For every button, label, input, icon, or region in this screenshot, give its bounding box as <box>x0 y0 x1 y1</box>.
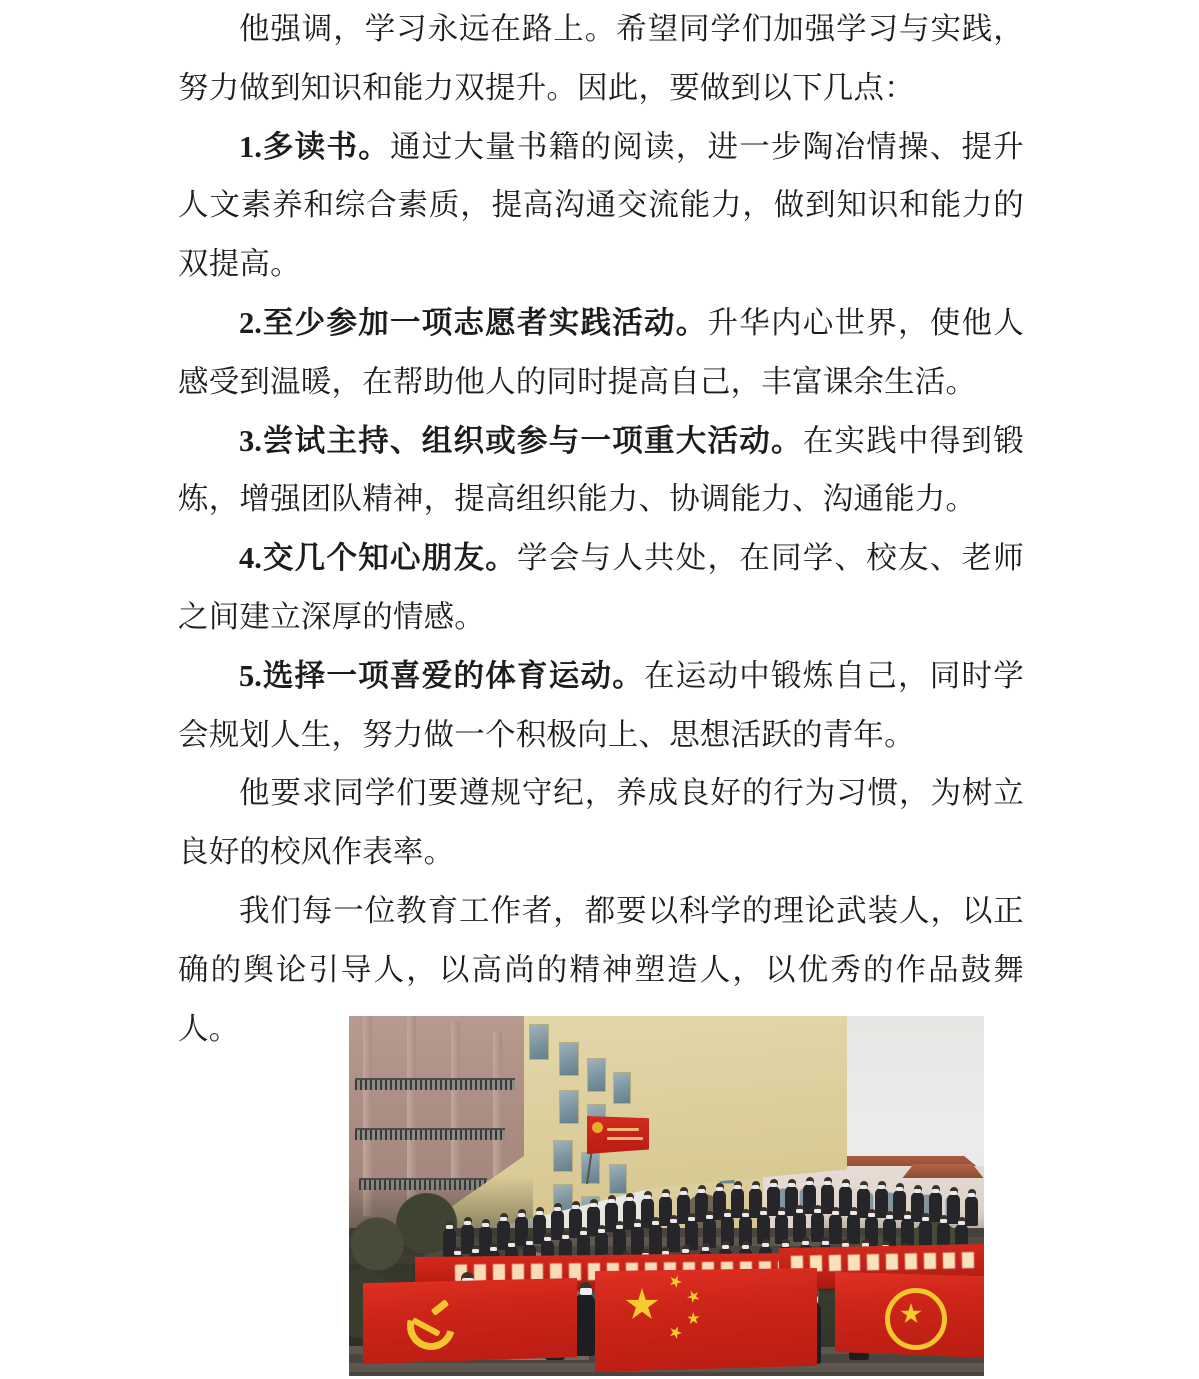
item-lead-5: 选择一项喜爱的体育运动。 <box>261 658 644 693</box>
paragraph-item-1 <box>178 118 1024 294</box>
star-small-icon <box>667 1273 684 1290</box>
paragraph-item-2 <box>178 294 1024 412</box>
star-small-icon <box>685 1310 702 1327</box>
star-large-icon <box>625 1288 659 1322</box>
party-flag <box>363 1278 577 1364</box>
small-red-flag <box>587 1116 649 1154</box>
star-small-icon <box>667 1324 684 1341</box>
item-body-5: 在运动中锻炼自己，同时学会规划人生，努力做一个积极向上、思想活跃的青年。 <box>178 658 1025 752</box>
paragraph-discipline: 他要求同学们要遵规守纪，养成良好的行为习惯，为树立良好的校风作表率。 <box>178 776 1024 870</box>
window <box>587 1058 606 1092</box>
item-number-2: 2. <box>239 305 262 340</box>
item-number-5: 5. <box>239 658 262 693</box>
banner-text <box>791 1252 974 1272</box>
balcony-railing <box>355 1128 505 1140</box>
item-number-4: 4. <box>239 541 262 576</box>
flag-emblem-icon <box>592 1122 603 1133</box>
item-lead-4: 交几个知心朋友。 <box>261 541 517 576</box>
document-body <box>178 0 1024 1058</box>
star-small-icon <box>684 1287 702 1305</box>
window <box>559 1042 579 1076</box>
foreground-person <box>575 1294 595 1356</box>
item-number-3: 3. <box>239 423 262 458</box>
window <box>559 1090 579 1124</box>
photo-scene <box>349 1016 984 1376</box>
item-body-2: 升华内心世界，使他人感受到温暖，在帮助他人的同时提高自己，丰富课余生活。 <box>178 305 1024 399</box>
star-in-ring-icon <box>885 1288 947 1350</box>
item-lead-1: 多读书。 <box>261 129 390 164</box>
item-lead-2: 至少参加一项志愿者实践活动。 <box>261 305 708 340</box>
item-body-4: 学会与人共处，在同学、校友、老师之间建立深厚的情感。 <box>178 541 1024 634</box>
group-photo <box>349 1016 984 1376</box>
paragraph-item-3 <box>178 412 1024 530</box>
balcony-railing <box>355 1078 515 1090</box>
star-icon <box>900 1303 922 1325</box>
item-body-3: 在实践中得到锻炼，增强团队精神，提高组织能力、协调能力、沟通能力。 <box>178 423 1024 517</box>
flag-text-line <box>607 1137 643 1140</box>
paragraph-item-5 <box>178 647 1024 765</box>
flag-text-line <box>607 1128 639 1131</box>
item-body-1: 通过大量书籍的阅读，进一步陶冶情操、提升人文素养和综合素质，提高沟通交流能力，做到知识和能力的双提高。 <box>178 129 1024 282</box>
youth-league-flag <box>835 1272 984 1358</box>
column <box>451 1022 460 1190</box>
window <box>529 1024 549 1060</box>
paragraph-intro: 他强调，学习永远在路上。希望同学们加强学习与实践，努力做到知识和能力双提升。因此，要做到以下几点： <box>178 12 1024 105</box>
item-lead-3: 尝试主持、组织或参与一项重大活动。 <box>261 423 803 458</box>
paragraph-closing: 我们每一位教育工作者，都要以科学的理论武装人，以正确的舆论引导人，以高尚的精神塑造人，以优秀的作品鼓舞人。 <box>178 893 1024 1046</box>
paragraph-item-4 <box>178 529 1024 647</box>
column <box>407 1016 416 1202</box>
column <box>493 1032 502 1180</box>
window <box>613 1072 631 1104</box>
national-flag <box>595 1268 817 1372</box>
item-number-1: 1. <box>239 129 262 164</box>
hammer-and-sickle-icon <box>405 1298 455 1340</box>
